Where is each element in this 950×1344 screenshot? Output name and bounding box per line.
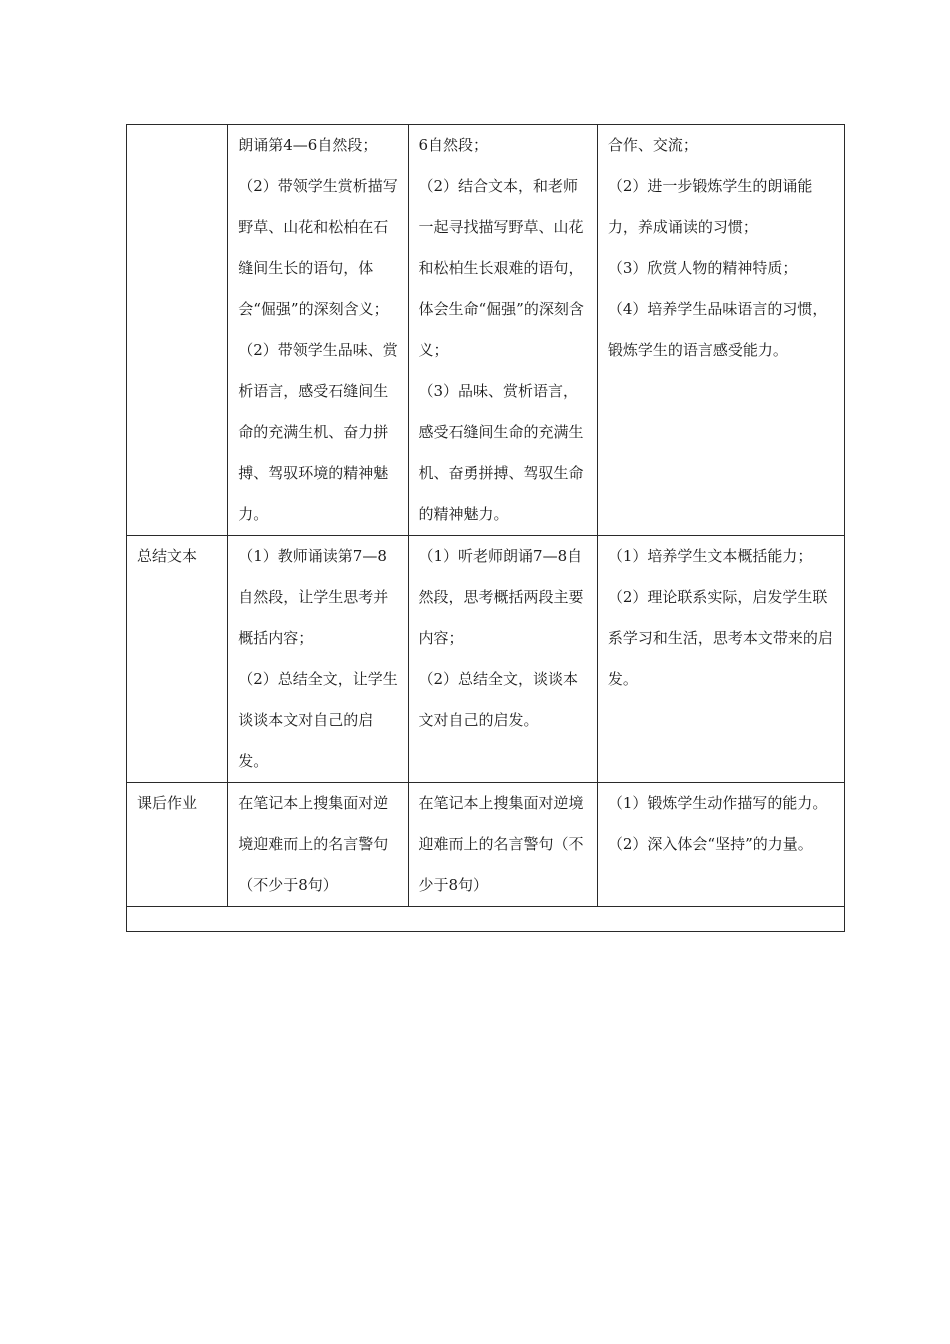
empty-cell [127,907,845,932]
design-purpose-text: （1）锻炼学生动作描写的能力。 [607,794,828,812]
stage-label-cell [127,125,228,536]
student-activity-text: 在笔记本上搜集面对逆境迎难而上的名言警句（不少于8句） [418,794,584,894]
teacher-activity-text: 朗诵第4—6自然段； [238,136,378,154]
design-purpose-cell [597,125,844,536]
design-purpose-text: （2）深入体会“坚持”的力量。 [607,835,813,853]
student-activity-cell [408,783,597,907]
stage-label: 课后作业 [137,794,198,812]
student-activity-text: （2）总结全文，谈谈本文对自己的启发。 [418,670,579,729]
teacher-activity-text: 在笔记本上搜集面对逆境迎难而上的名言警句（不少于8句） [238,794,389,894]
design-purpose-cell [597,536,844,783]
stage-label-cell [127,783,228,907]
student-activity-text: （1）听老师朗诵7—8自然段，思考概括两段主要内容； [418,547,584,647]
teacher-activity-text: （1）教师诵读第7—8自然段，让学生思考并概括内容； [238,547,389,647]
teacher-activity-cell [228,536,408,783]
design-purpose-text: （1）培养学生文本概括能力； [607,547,813,565]
table-row [127,783,845,907]
table-row [127,536,845,783]
teacher-activity-cell [228,125,408,536]
student-activity-text: 6自然段； [418,136,489,154]
student-activity-text: （2）结合文本，和老师一起寻找描写野草、山花和松柏生长艰难的语句，体会生命“倔强”的深刻含义； [418,177,584,359]
teacher-activity-text: （2）带领学生品味、赏析语言，感受石缝间生命的充满生机、奋力拼搏、驾驭环境的精神魅力。 [238,341,398,523]
design-purpose-text: （2）理论联系实际，启发学生联系学习和生活，思考本文带来的启发。 [607,588,833,688]
teacher-activity-text: （2）总结全文，让学生谈谈本文对自己的启发。 [238,670,398,770]
stage-label: 总结文本 [137,547,198,565]
table-row [127,125,845,536]
lesson-plan-table [126,124,845,932]
student-activity-text: （3）品味、赏析语言，感受石缝间生命的充满生机、奋勇拼搏、驾驭生命的精神魅力。 [418,382,584,523]
design-purpose-text: （4）培养学生品味语言的习惯，锻炼学生的语言感受能力。 [607,300,828,359]
student-activity-cell [408,536,597,783]
student-activity-cell [408,125,597,536]
teacher-activity-cell [228,783,408,907]
stage-label-cell [127,536,228,783]
design-purpose-cell [597,783,844,907]
teacher-activity-text: （2）带领学生赏析描写野草、山花和松柏在石缝间生长的语句，体会“倔强”的深刻含义； [238,177,398,318]
design-purpose-text: （3）欣赏人物的精神特质； [607,259,798,277]
table-row-empty [127,907,845,932]
design-purpose-text: 合作、交流； [607,136,698,154]
design-purpose-text: （2）进一步锻炼学生的朗诵能力，养成诵读的习惯； [607,177,813,236]
